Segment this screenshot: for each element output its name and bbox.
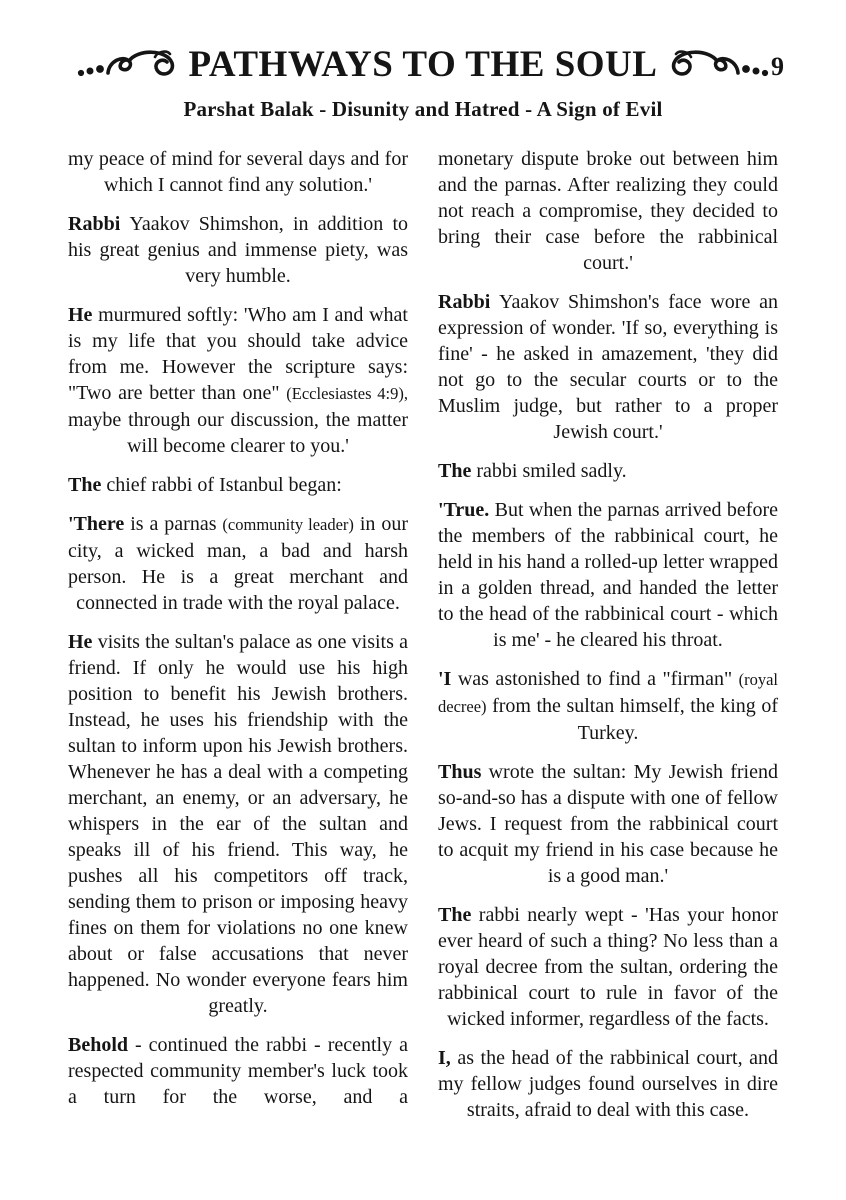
column-left [68, 146, 408, 1136]
paragraph [438, 458, 778, 484]
parenthetical-note: (community leader) [222, 515, 354, 534]
scroll-flourish-left-icon [75, 45, 179, 85]
paragraph [68, 472, 408, 498]
page-title: PATHWAYS TO THE SOUL [188, 44, 658, 85]
body-text: was astonished to find a "firman" [457, 668, 739, 690]
body-text: chief rabbi of Istanbul began: [106, 474, 342, 496]
body-text: visits the sultan's palace as one visits a friend. If only he would use his high position to benefit his Jewish brothers. Instead, he uses his friendship with the sultan to inform upon his Jewish brothers. Whenever he has a deal with a competing merchant, an enemy, or an adversary, he whispers in the ear of the sultan and speaks ill of his friend. This way, he pushes all his competitors off track, sending them to prison or imposing heavy fines on them for violations no one knew about or false accusations that never happened. No wonder everyone fears him greatly. [68, 631, 408, 1017]
lead-word: Rabbi [68, 213, 130, 235]
scroll-flourish-right-icon [667, 45, 771, 85]
paragraph [68, 302, 408, 459]
paragraph [438, 1045, 778, 1123]
lead-word: The [438, 460, 477, 482]
paragraph [68, 1032, 408, 1110]
body-text: is a parnas [130, 513, 223, 535]
lead-word: He [68, 631, 98, 653]
body-text: in our city, a wicked man, a bad and harsh person. He is a great merchant and connected in trade with the royal palace. [68, 513, 409, 614]
parenthetical-note: (Ecclesiastes 4:9), [286, 384, 409, 403]
paragraph [438, 289, 778, 445]
body-text: Yaakov Shimshon, in addition to his great genius and immense piety, was very humble. [68, 213, 408, 287]
lead-word: 'There [68, 513, 131, 535]
lead-word: Thus [438, 761, 489, 783]
body-text: rabbi nearly wept - 'Has your honor ever heard of such a thing? No less than a royal decree from the sultan, ordering the rabbinical court to rule in favor of the wicked informer, regardless of the facts. [438, 904, 778, 1030]
lead-word: The [438, 904, 479, 926]
body-text: murmured softly: 'Who am I and what is my life that you should take advice from me. However the scripture says: "Two are better than one" [68, 304, 408, 404]
title-row [0, 44, 846, 86]
body-text: maybe through our discussion, the matter will become clearer to you.' [68, 409, 408, 457]
page-header [0, 44, 846, 122]
lead-word: 'I [438, 668, 458, 690]
paragraph [68, 511, 408, 616]
text-columns [0, 122, 846, 1136]
lead-word: I, [438, 1047, 458, 1069]
body-text: Yaakov Shimshon's face wore an expression of wonder. 'If so, everything is fine' - he asked in amazement, 'they did not go to the secular courts or to the Muslim judge, but rather to a proper Jewish court.' [438, 291, 778, 443]
paragraph [438, 902, 778, 1032]
body-text: rabbi smiled sadly. [476, 460, 627, 482]
lead-word: 'True. [438, 499, 495, 521]
body-text: my peace of mind for several days and for which I cannot find any solution.' [68, 148, 408, 196]
body-text: monetary dispute broke out between him and the parnas. After realizing they could not reach a compromise, they decided to bring their case before the rabbinical court.' [438, 148, 778, 274]
parenthetical-note: (royal decree) [438, 670, 779, 716]
section-subtitle: Parshat Balak - Disunity and Hatred - A Sign of Evil [183, 97, 663, 121]
lead-word: The [68, 474, 107, 496]
lead-word: Rabbi [438, 291, 500, 313]
paragraph [68, 211, 408, 289]
lead-word: Behold [68, 1034, 136, 1056]
lead-word: He [68, 304, 99, 326]
body-text: from the sultan himself, the king of Turkey. [486, 695, 778, 744]
paragraph [438, 146, 778, 276]
paragraph [68, 146, 408, 198]
body-text: But when the parnas arrived before the members of the rabbinical court, he held in his hand a rolled-up letter wrapped in a golden thread, and handed the letter to the head of the rabbinical court - which is me' - he cleared his throat. [438, 499, 778, 651]
paragraph [438, 497, 778, 653]
page-number: 9 [771, 52, 784, 81]
paragraph [438, 666, 778, 746]
paragraph [438, 759, 778, 889]
paragraph [68, 629, 408, 1019]
body-text: - continued the rabbi - recently a respected community member's luck took a turn for the worse, and a [68, 1034, 408, 1108]
body-text: as the head of the rabbinical court, and my fellow judges found ourselves in dire straits, afraid to deal with this case. [438, 1047, 778, 1121]
body-text: wrote the sultan: My Jewish friend so-and-so has a dispute with one of fellow Jews. I request from the rabbinical court to acquit my friend in his case because he is a good man.' [438, 761, 778, 887]
column-right [438, 146, 778, 1136]
